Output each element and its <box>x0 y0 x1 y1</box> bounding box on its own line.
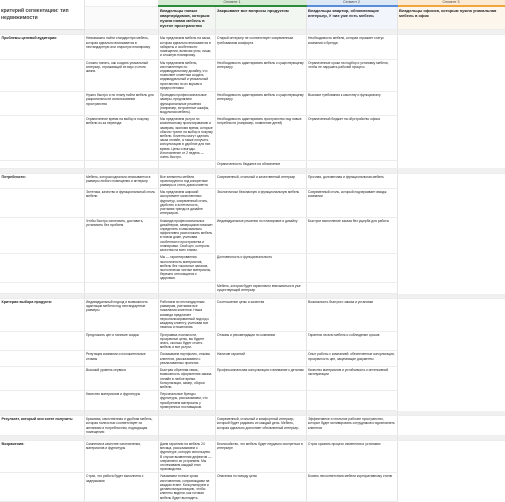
table-cell[interactable]: Современный стиль, который подчеркивает имидж компании <box>306 189 397 217</box>
segment-2-header[interactable]: Сегмент 2 <box>306 0 397 6</box>
table-row <box>0 217 505 254</box>
table-cell[interactable]: Красивая, качественная и удобная мебель, которая полностью соответствует их желаниям и потребностям, подходящая помещению <box>84 416 158 436</box>
table-cell[interactable]: Необходимость адаптировать мебель к существующему интерьеру <box>215 92 306 116</box>
separator-cell <box>397 411 505 416</box>
table-cell[interactable]: Страх срывать процесс изменения и установки <box>306 440 397 473</box>
table-cell[interactable]: Мебель, которая идеально вписывается в размеры любого помещения и интерьер <box>84 173 158 189</box>
label-cell[interactable] <box>0 217 84 254</box>
table-row <box>0 440 505 473</box>
separator-cell <box>397 435 505 440</box>
table-cell[interactable]: Эффективное и стильное рабочее пространство, которое будет мотивировать сотрудников и вдохновлять клиентов <box>306 416 397 436</box>
table-cell[interactable]: Современный, стильный и комфортный интерьер, который будет радовать их каждый день. Мебель, которая идеально дополняет обновленный интерьер. <box>215 416 306 436</box>
table-cell[interactable]: Высокий уровень сервиса <box>84 367 158 391</box>
table-cell[interactable]: Боязнь несоответствия мебели корпоративному стилю <box>306 473 397 501</box>
table-cell[interactable]: Ограниченные сроки на подбор и установку мебели, чтобы не нарушать рабочий процесс. <box>306 59 397 92</box>
table-row <box>0 35 505 59</box>
label-cell[interactable] <box>0 351 84 367</box>
table-cell[interactable]: Прочная, долговечная и функциональная мебель <box>306 173 397 189</box>
table-cell[interactable] <box>158 282 215 293</box>
column-header-segment-2[interactable]: Владельцы квартир, обновляющие интерьер, У них уже есть мебель <box>306 6 397 30</box>
table-cell[interactable]: Чтобы быстро изготовить, доставить, установить без проблем <box>84 217 158 254</box>
table-cell[interactable]: Работаем по нестандартным размерам, учитывая все пожелания клиентов. Наша команда предлагает персонализированный подход к каждому клиенту, учитывая все нюансы и пожелания. <box>158 299 215 332</box>
table-cell[interactable]: Все элементы мебели проектируются под конкретные размеры и стиль дома клиента <box>158 173 215 189</box>
table-cell[interactable]: Старый интерьер не соответствует современным требованиям комфорта <box>215 35 306 59</box>
label-cell[interactable] <box>0 116 84 161</box>
table-cell[interactable]: Экологически безопасную и функциональную мебель <box>215 189 306 217</box>
table-cell[interactable]: Индивидуальный подход и возможность адаптации мебели под нестандартные размеры <box>84 299 158 332</box>
table-cell[interactable]: Эстетика, качество и функциональный стиль мебели <box>84 189 158 217</box>
sheet-title[interactable]: критерий сегментации: тип недвижимости <box>0 0 84 30</box>
table-cell[interactable]: Персональные бренды фурнитуры, рассказываем, что приобретаем материалы у проверенных поставщиков. <box>158 391 215 411</box>
table-cell[interactable]: Современный, стильный и качественный интерьер <box>215 173 306 189</box>
table-cell[interactable] <box>306 254 397 282</box>
label-cell[interactable] <box>0 59 84 92</box>
table-cell[interactable]: Необходимость адаптировать пространство под новые потребности (например, появление детей) <box>215 116 306 161</box>
table-row <box>0 473 505 501</box>
table-cell[interactable]: Даем гарантию на мебель 24 месяца, рассказываем о фурнитуре, которую используем. В случае выявления дефектов — оперативно их устраняем. Мы отслеживаем каждый этап производства. <box>158 440 215 473</box>
separator-cell <box>397 168 505 173</box>
table-cell[interactable]: Сомнения в качестве изготовления, материалов и фурнитуры <box>84 440 158 473</box>
table-cell[interactable] <box>84 161 158 168</box>
table-cell[interactable]: Мы — гарантированная экологичность материалов, мебель без токсичных запахов, экологически чистые материалы, бережно относящиеся к здоровью. <box>158 254 215 282</box>
table-cell[interactable]: Невозможно найти стандартную мебель, которая идеально вписывается в нестандартную или открытую планировку <box>84 35 158 59</box>
table-row <box>0 416 505 436</box>
table-cell[interactable]: Ограниченное время на выбор и покупку мебели из-за переезда <box>84 116 158 161</box>
table-cell[interactable]: Гарантия на всю мебель и соблюдение сроков <box>306 331 397 351</box>
table-cell[interactable]: Ограниченный бюджет на обустройство офиса <box>306 116 397 161</box>
label-cell[interactable] <box>0 189 84 217</box>
table-cell[interactable]: Мы предлагаем услуги по комплексному проектированию и замерам, экономя время, которые обычно тратят на выбор и покупку мебели. Клиенты могут сделать заказ онлайн, а также получить консультацию в удобное для них время. Цены и выгоды. Изготовление от 2 недель — очень быстро. <box>158 116 215 161</box>
table-cell[interactable] <box>306 282 397 293</box>
table-cell[interactable]: Соотношение цены и качества <box>215 299 306 332</box>
table-row <box>0 161 505 168</box>
table-cell[interactable]: Указываем точные сроки изготовления, сопровождаем на каждом этапе. Консультируем и делаем визуализацию, чтобы клиенты видели, как готовая мебель будет выглядеть. <box>158 473 215 501</box>
table-cell[interactable]: Опасения по поводу цены <box>215 473 306 501</box>
table-cell[interactable]: Наличие гарантий <box>215 351 306 367</box>
table-cell[interactable]: Предложить цен и наличие скидок <box>84 331 158 351</box>
table-cell[interactable]: Ограниченность бюджета на обновление <box>215 161 306 168</box>
table-row <box>0 331 505 351</box>
label-cell[interactable] <box>0 367 84 391</box>
section-label[interactable]: Проблемы целевой аудитории <box>0 35 84 59</box>
column-header-empty[interactable] <box>84 6 158 30</box>
table-cell[interactable]: Программа лояльности, прозрачные цены, вы будете знать, сколько будет стоить мебель и все услуги. <box>158 331 215 351</box>
table-cell[interactable]: Индивидуальные решения по планировке и дизайну <box>215 217 306 254</box>
table-cell[interactable] <box>306 391 397 411</box>
table-cell[interactable]: Беспокойство, что мебель будет неудачно смотреться в интерьере <box>215 440 306 473</box>
table-cell[interactable]: Необходимость адаптировать мебель к существующему интерьеру <box>215 59 306 92</box>
table-cell[interactable]: Сложно понять, как создать уникальный интерьер, отражающий их вкус и стиль жизни. <box>84 59 158 92</box>
table-cell[interactable]: Репутация компании и положительные отзывы <box>84 351 158 367</box>
segment-1-header[interactable]: Сегмент 1 <box>158 0 306 6</box>
table-cell[interactable]: Высокие требования к качеству и функционалу <box>306 92 397 116</box>
separator-cell <box>397 294 505 299</box>
table-cell[interactable] <box>158 416 215 436</box>
table-cell[interactable] <box>306 161 397 168</box>
table-cell[interactable]: Команда профессиональных дизайнеров, замерщиков поможет определить и максимально эффективно расположить мебель в новом доме, учитывая особенности пространства и планировки. Свой цех, контроль качества на всех этапах. <box>158 217 215 254</box>
table-cell[interactable]: Необходимость мебели, которая отражает статус компании и бренда <box>306 35 397 59</box>
table-cell[interactable] <box>215 391 306 411</box>
table-cell[interactable]: Опыт работы с компанией: обеспеченные консультации, прозрачность цен, закупающие документы <box>306 351 397 367</box>
table-cell[interactable] <box>84 282 158 293</box>
table-cell[interactable] <box>158 161 215 168</box>
table-cell[interactable]: Быстрая обратная связь, возможность оформления заказа онлайн в любое время. Консультации, замер, сборка мебели. <box>158 367 215 391</box>
section-label[interactable]: Критерии выбора продукта: <box>0 299 84 332</box>
table-cell[interactable]: Профессиональная консультация и внимание к деталям <box>215 367 306 391</box>
label-cell[interactable] <box>0 391 84 411</box>
label-cell[interactable] <box>0 254 84 282</box>
table-row <box>0 173 505 189</box>
section-label[interactable]: Потребности: <box>0 173 84 189</box>
table-cell[interactable]: Мы предлагаем мебель, изготовленную по индивидуальному дизайну, что позволяет клиентам создать индивидуальный и уникальный простанство по их вкусам и предпочтениям <box>158 59 215 92</box>
table-cell[interactable]: Мебель, которая будет гармонично вписываться в уже существующий интерьер <box>215 282 306 293</box>
table-cell[interactable]: Показываем портфолио, отзывы клиентов, рассказываем о реализованных проектах. <box>158 351 215 367</box>
table-cell[interactable]: Долговечность и функциональность <box>215 254 306 282</box>
table-row <box>0 92 505 116</box>
table-row <box>0 116 505 161</box>
segment-3-header[interactable]: Сегмент 3 <box>397 0 505 6</box>
section-label[interactable]: Возражения: <box>0 440 84 473</box>
label-cell[interactable] <box>0 331 84 351</box>
table-row <box>0 391 505 411</box>
table-cell[interactable]: Мы предлагаем мебель на заказ, которая идеально вписывается в габариты и особенности помещения, включая углы, ниши, и сложную планировку. <box>158 35 215 59</box>
table-row <box>0 59 505 92</box>
separator-cell <box>397 30 505 35</box>
table-row <box>0 282 505 293</box>
table-cell[interactable]: Возможность быстрого заказа и установки <box>306 299 397 332</box>
column-header-segment-3[interactable]: Владельцы офисов, которым нужна уникальная мебель в офис <box>397 6 505 30</box>
label-cell[interactable] <box>0 282 84 293</box>
table-row <box>0 254 505 282</box>
table-row <box>0 299 505 332</box>
label-cell[interactable] <box>0 161 84 168</box>
column-header-solution[interactable]: Закрывают все вопросы продуктом <box>215 6 306 30</box>
table-cell[interactable]: Страх, что работа будет выполнена с задержками <box>84 473 158 501</box>
column-header-segment-1[interactable]: Владельцы новых квартир/домов, которым нужна новая мебель в пустое пространство <box>158 6 215 30</box>
table-cell[interactable]: Отзывы и рекомендации по компании <box>215 331 306 351</box>
table-row <box>0 367 505 391</box>
table-cell[interactable]: Качество материалов и устойчивость к интенсивной эксплуатации <box>306 367 397 391</box>
table-cell[interactable]: Качество материалов и фурнитуры <box>84 391 158 411</box>
table-row <box>0 351 505 367</box>
table-cell[interactable]: Проводим профессиональные замеры, предлагаем функциональные решения (например, встроенные шкафы, модульная мебель). <box>158 92 215 116</box>
table-cell[interactable]: Нужно быстро и по плану найти мебель для рациональности использования пространства <box>84 92 158 116</box>
section-label[interactable]: Результат, который они хотят получить: <box>0 416 84 436</box>
label-cell[interactable] <box>0 92 84 116</box>
table-row <box>0 189 505 217</box>
table-cell[interactable]: Мы предлагаем широкий ассортимент качественных фурнитур, современный стиль, удобство и эстетичность, учитывая тренды в дизайне интерьеров. <box>158 189 215 217</box>
table-cell[interactable]: Быстрое выполнение заказа без ущерба для работы <box>306 217 397 254</box>
label-cell[interactable] <box>0 473 84 501</box>
table-cell[interactable] <box>84 254 158 282</box>
